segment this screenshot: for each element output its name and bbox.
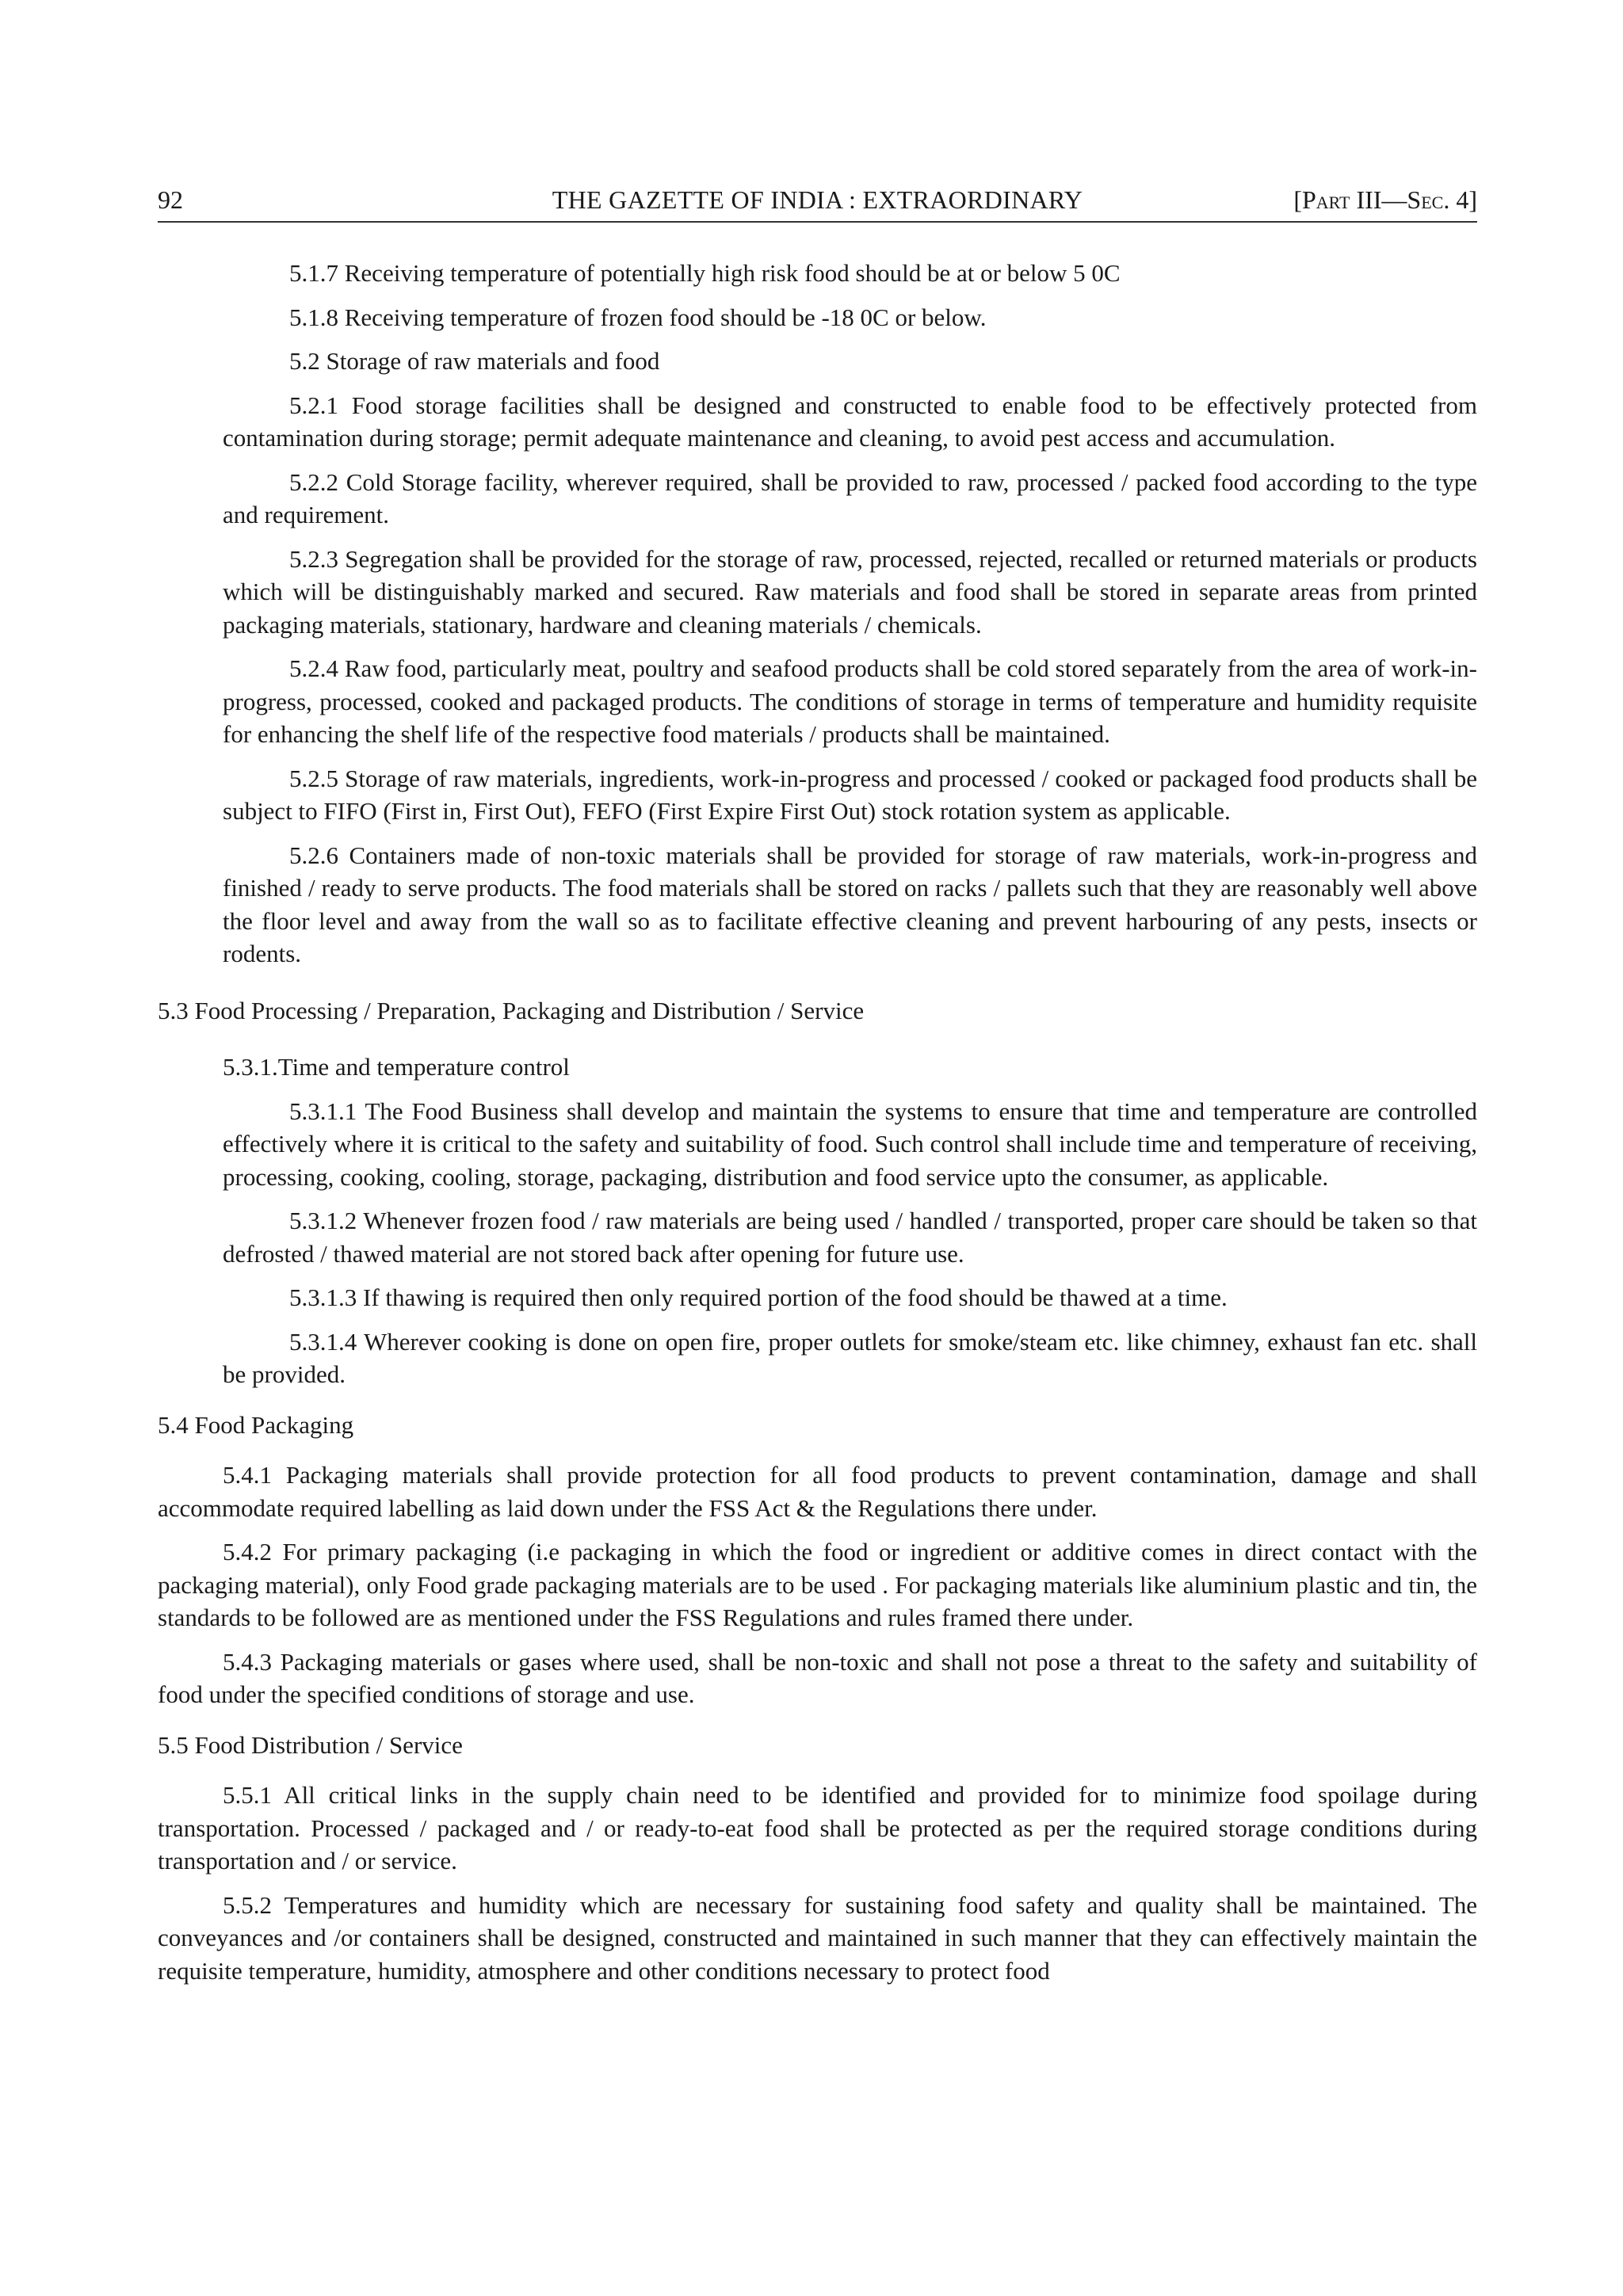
section-heading: 5.3.1.Time and temperature control — [223, 1053, 570, 1081]
paragraph: 5.3.1.1 The Food Business shall develop and maintain the systems to ensure that time and temperature are controlled effectively where it is critical to the safety and suitability of food. Such control shall include time and temperature of receiving, processing, cooking, cooling, storage, packaging, distribution and food service upto the consumer, as applicable. — [223, 1097, 1477, 1191]
paragraph: 5.2.1 Food storage facilities shall be designed and constructed to enable food to be effectively protected from contamination during storage; permit adequate maintenance and cleaning, to avoid pest access and accumulation. — [223, 391, 1477, 452]
paragraph: 5.2.2 Cold Storage facility, wherever required, shall be provided to raw, processed / packed food according to the type and requirement. — [223, 467, 1477, 528]
page-header — [158, 181, 1477, 219]
paragraph: 5.2.6 Containers made of non-toxic materials shall be provided for storage of raw materials, work-in-progress and finished / ready to serve products. The food materials shall be stored on racks / pallets such that they are reasonably well above the floor level and away from the wall so as to facilitate effective cleaning and prevent harbouring of any pests, insects or rodents. — [223, 841, 1477, 967]
paragraph: 5.2 Storage of raw materials and food — [289, 347, 660, 375]
paragraph: 5.4.3 Packaging materials or gases where used, shall be non-toxic and shall not pose a threat to the safety and suitability of food under the specified conditions of storage and use. — [158, 1647, 1477, 1708]
part-section-label: [Part III—Sec. 4] — [1293, 185, 1477, 214]
gazette-title: THE GAZETTE OF INDIA : EXTRAORDINARY — [552, 185, 1083, 214]
section-heading: 5.3 Food Processing / Preparation, Packaging and Distribution / Service — [158, 996, 865, 1024]
document-body — [158, 257, 1477, 1987]
paragraph: 5.2.4 Raw food, particularly meat, poultry and seafood products shall be cold stored separately from the area of work-in-progress, processed, cooked and packaged products. The conditions of storage in terms of temperature and humidity requisite for enhancing the shelf life of the respective food materials / products shall be maintained. — [223, 654, 1477, 748]
paragraph: 5.5.1 All critical links in the supply chain need to be identified and provided for to minimize food spoilage during transportation. Processed / packaged and / or ready-to-eat food shall be protected as per the required storage conditions during transportation and / or service. — [158, 1781, 1477, 1875]
section-heading: 5.5 Food Distribution / Service — [158, 1730, 463, 1759]
header-rule — [158, 221, 1477, 223]
paragraph: 5.1.7 Receiving temperature of potentially high risk food should be at or below 5 0C — [289, 259, 1121, 287]
paragraph: 5.4.1 Packaging materials shall provide protection for all food products to prevent contamination, damage and shall accommodate required labelling as laid down under the FSS Act & the Regulations there under. — [158, 1461, 1477, 1522]
section-heading: 5.4 Food Packaging — [158, 1410, 354, 1439]
paragraph: 5.2.5 Storage of raw materials, ingredients, work-in-progress and processed / cooked or packaged food products shall be subject to FIFO (First in, First Out), FEFO (First Expire First Out) stock rotation system as applicable. — [223, 764, 1477, 825]
paragraph: 5.3.1.4 Wherever cooking is done on open fire, proper outlets for smoke/steam etc. like chimney, exhaust fan etc. shall be provided. — [223, 1327, 1477, 1388]
page-number: 92 — [158, 185, 183, 214]
paragraph: 5.4.2 For primary packaging (i.e packaging in which the food or ingredient or additive comes in direct contact with the packaging material), only Food grade packaging materials are to be used . For packaging materials like aluminium plastic and tin, the standards to be followed are as mentioned under the FSS Regulations and rules framed there under. — [158, 1538, 1477, 1631]
paragraph: 5.1.8 Receiving temperature of frozen food should be -18 0C or below. — [289, 303, 987, 331]
paragraph: 5.2.3 Segregation shall be provided for the storage of raw, processed, rejected, recalled or returned materials or products which will be distinguishably marked and secured. Raw materials and food shall be stored in separate areas from printed packaging materials, stationary, hardware and cleaning materials / chemicals. — [223, 544, 1477, 639]
paragraph: 5.5.2 Temperatures and humidity which are necessary for sustaining food safety and quality shall be maintained. The conveyances and /or containers shall be designed, constructed and maintained in such manner that they can effectively maintain the requisite temperature, humidity, atmosphere and other conditions necessary to protect food — [158, 1890, 1477, 1985]
paragraph: 5.3.1.2 Whenever frozen food / raw materials are being used / handled / transported, proper care should be taken so that defrosted / thawed material are not stored back after opening for future use. — [223, 1207, 1477, 1268]
paragraph: 5.3.1.3 If thawing is required then only required portion of the food should be thawed at a time. — [289, 1283, 1228, 1311]
